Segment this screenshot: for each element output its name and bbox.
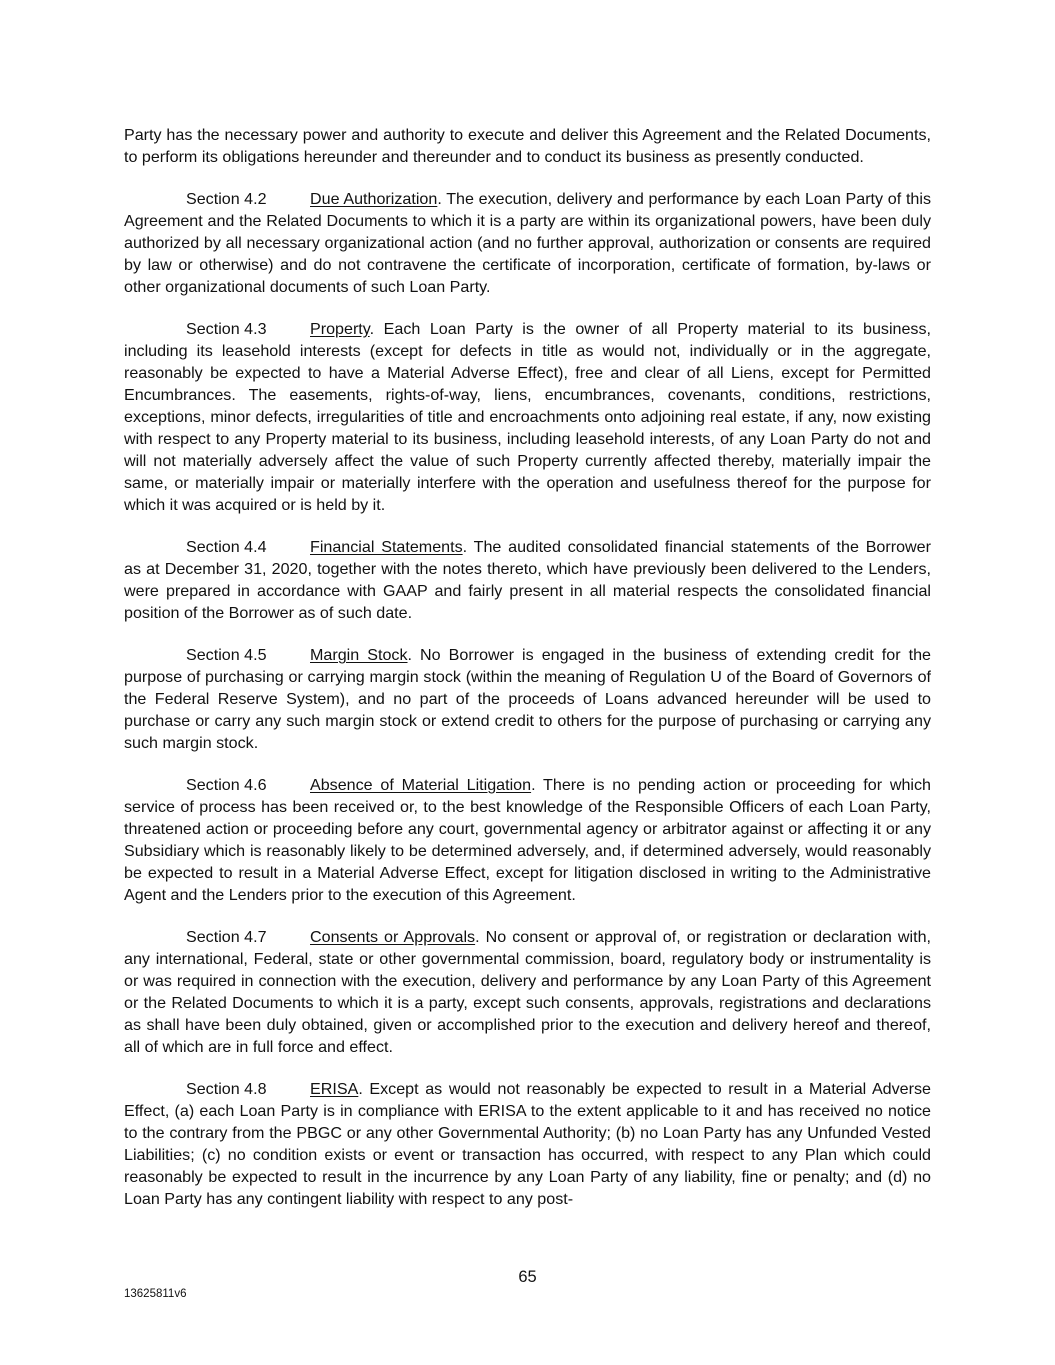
section-number: Section 4.4: [186, 538, 267, 556]
section-4-7: [124, 926, 931, 1058]
section-title: Margin Stock: [310, 646, 408, 664]
section-4-3: [124, 318, 931, 516]
section-4-6: [124, 774, 931, 906]
document-page: [124, 124, 931, 1230]
section-body: . There is no pending action or proceeding for which service of process has been received or, to the best knowledge of the Responsible Officers of each Loan Party, threatened action or proceeding before any court, governmental agency or arbitrator against or affecting it or any Subsidiary which is reasonably likely to be determined adversely, and, if determined adversely, would reasonably be expected to result in a Material Adverse Effect, except for litigation disclosed in writing to the Administrative Agent and the Lenders prior to the execution of this Agreement.: [124, 776, 931, 904]
section-title: ERISA: [310, 1080, 359, 1098]
section-title: Financial Statements: [310, 538, 463, 556]
section-body: . No consent or approval of, or registration or declaration with, any international, Federal, state or other governmental commission, board, regulatory body or instrumentality is or was required in connection with the execution, delivery and performance by any Loan Party of this Agreement or the Related Documents to which it is a party, except such consents, approvals, registrations and declarations as shall have been duly obtained, given or accomplished prior to the execution and delivery hereof and thereof, all of which are in full force and effect.: [124, 928, 932, 1056]
section-number: Section 4.8: [186, 1080, 267, 1098]
document-id: 13625811v6: [124, 1288, 187, 1300]
section-title: Absence of Material Litigation: [310, 776, 532, 794]
intro-paragraph: Party has the necessary power and authority to execute and deliver this Agreement and the Related Documents, to perform its obligations hereunder and thereunder and to conduct its business as presently conducted.: [124, 126, 931, 166]
section-title: Due Authorization: [310, 190, 438, 208]
section-4-8: [124, 1078, 931, 1210]
section-body: . Each Loan Party is the owner of all Property material to its business, including its leasehold interests (except for defects in title as would not, individually or in the aggregate, reasonably be expected to have a Material Adverse Effect), free and clear of all Liens, except for Permitted Encumbrances. The easements, rights-of-way, liens, encumbrances, covenants, conditions, restrictions, exceptions, minor defects, irregularities of title and encroachments onto adjoining real estate, if any, now existing with respect to any Property material to its business, including leasehold interests, of any Loan Party do not and will not materially adversely affect the value of such Property currently affected thereby, materially impair the same, or materially impair or materially interfere with the operation and usefulness thereof for the purpose for which it was acquired or is held by it.: [124, 320, 931, 514]
section-number: Section 4.6: [186, 776, 267, 794]
section-title: Consents or Approvals: [310, 928, 476, 946]
section-4-5: [124, 644, 931, 754]
section-number: Section 4.5: [186, 646, 267, 664]
section-body: . The execution, delivery and performance by each Loan Party of this Agreement and the Related Documents to which it is a party are within its organizational powers, have been duly authorized by all necessary organizational action (and no further approval, authorization or consents are required by law or otherwise) and do not contravene the certificate of incorporation, certificate of formation, by-laws or other organizational documents of such Loan Party.: [124, 190, 932, 296]
section-number: Section 4.7: [186, 928, 267, 946]
section-number: Section 4.3: [186, 320, 267, 338]
section-body: . Except as would not reasonably be expected to result in a Material Adverse Effect, (a) each Loan Party is in compliance with ERISA to the extent applicable to it and has received no notice to the contrary from the PBGC or any other Governmental Authority; (b) no Loan Party has any Unfunded Vested Liabilities; (c) no condition exists or event or transaction has occurred, with respect to any Plan which could reasonably be expected to result in the incurrence by any Loan Party of any liability, fine or penalty; and (d) no Loan Party has any contingent liability with respect to any post-: [124, 1080, 931, 1208]
page-number: 65: [518, 1268, 537, 1286]
section-body: . No Borrower is engaged in the business of extending credit for the purpose of purchasing or carrying margin stock (within the meaning of Regulation U of the Board of Governors of the Federal Reserve System), and no part of the proceeds of Loans advanced hereunder will be used to purchase or carry any such margin stock or extend credit to others for the purpose of purchasing or carrying any such margin stock.: [124, 646, 931, 752]
section-4-4: [124, 536, 931, 624]
section-number: Section 4.2: [186, 190, 267, 208]
section-title: Property: [310, 320, 370, 338]
section-body: . The audited consolidated financial statements of the Borrower as at December 31, 2020, together with the notes thereto, which have previously been delivered to the Lenders, were prepared in accordance with GAAP and fairly present in all material respects the consolidated financial position of the Borrower as of such date.: [124, 538, 931, 622]
section-4-2: [124, 188, 931, 298]
